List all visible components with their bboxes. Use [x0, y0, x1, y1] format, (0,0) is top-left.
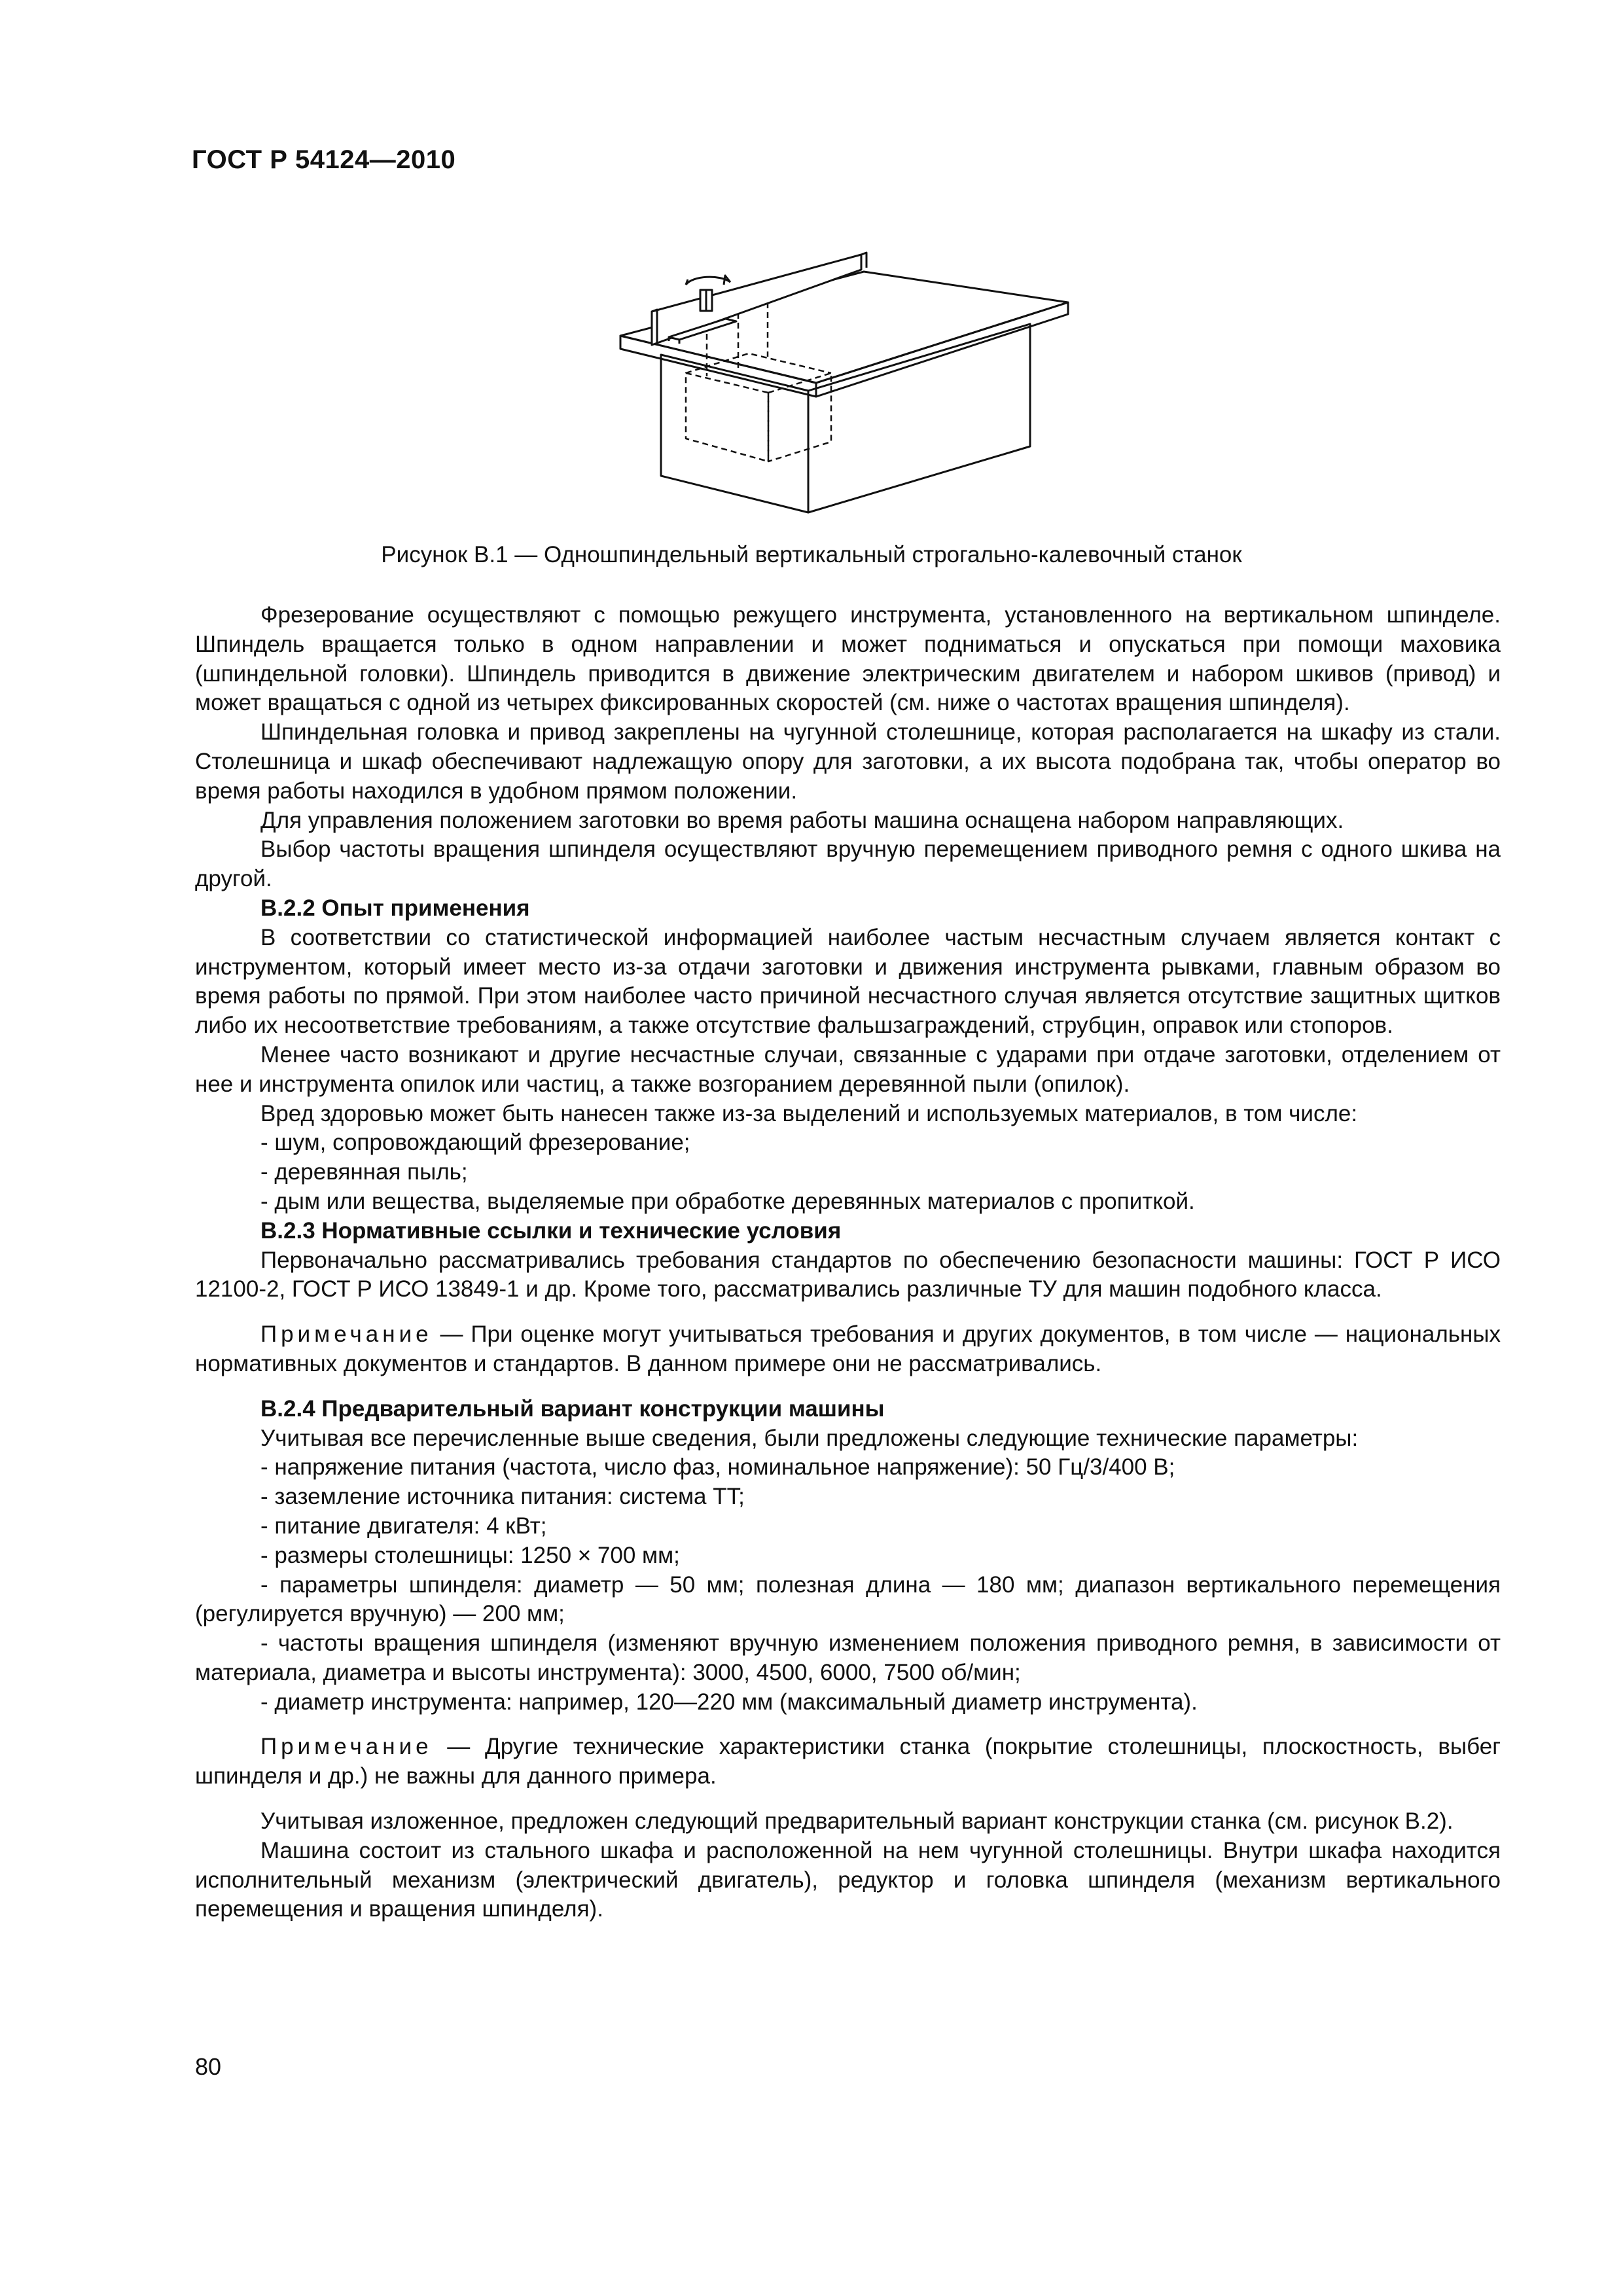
paragraph: Первоначально рассматривались требования стандартов по обеспечению безопасности машины: ГОСТ Р ИСО 12100-2, ГОСТ Р ИСО 13849-1 и др. Кроме того, рассматривались различные ТУ для машин подобного класса. [195, 1247, 1501, 1302]
list-item: - частоты вращения шпинделя (изменяют вручную изменением положения приводного ремня, в зависимости от материала, диаметра и высоты инструмента): 3000, 4500, 6000, 7500 об/мин; [195, 1630, 1501, 1685]
paragraph: Учитывая изложенное, предложен следующий предварительный вариант конструкции станка (см. рисунок В.2). [260, 1808, 1454, 1835]
paragraph: Шпиндельная головка и привод закреплены на чугунной столешнице, которая располагается на шкафу из стали. Столешница и шкаф обеспечивают надлежащую опору для заготовки, а их высота подобрана так, чтобы оператор во время работы находился в удобном прямом положении. [195, 719, 1501, 804]
section-heading: В.2.2 Опыт применения [260, 895, 530, 921]
paragraph: Вред здоровью может быть нанесен также из-за выделений и используемых материалов, в том числе: [260, 1100, 1358, 1126]
page-number: 80 [195, 2053, 222, 2080]
paragraph: Учитывая все перечисленные выше сведения, были предложены следующие технические параметры: [260, 1425, 1359, 1451]
list-item: - шум, сопровождающий фрезерование; [260, 1130, 690, 1156]
fence [652, 255, 861, 345]
paragraph: В соответствии со статистической информацией наиболее частым несчастным случаем является контакт с инструментом, который имеет место из-за отдачи заготовки и движения инструмента рывками, главным образом во время работы по прямой. При этом наиболее часто причиной несчастного случая является отсутствие защитных щитков либо их несоответствие требованиям, а также отсутствие фальшзаграждений, струбцин, оправок или стопоров. [195, 924, 1501, 1039]
cabinet-side [808, 324, 1030, 512]
machine-figure [609, 239, 1080, 520]
list-item: - дым или вещества, выделяемые при обработке деревянных материалов с пропиткой. [260, 1188, 1195, 1214]
paragraph: Для управления положением заготовки во время работы машина оснащена набором направляющих. [260, 807, 1344, 833]
spindle-moulder-drawing [609, 239, 1080, 520]
list-item: - питание двигателя: 4 кВт; [260, 1513, 547, 1539]
note-text: — При оценке могут учитываться требования и других документов, в том числе — национальных нормативных документов и стандартов. В данном примере они не рассматривались. [195, 1321, 1501, 1376]
figure-caption: Рисунок В.1 — Одношпиндельный вертикальный строгально-калевочный станок [381, 542, 1242, 567]
list-item: - размеры столешницы: 1250 × 700 мм; [260, 1542, 680, 1568]
list-item: - заземление источника питания: система TT; [260, 1484, 745, 1510]
paragraph: Выбор частоты вращения шпинделя осуществляют вручную перемещением приводного ремня с одного шкива на другой. [195, 836, 1501, 892]
section-heading: В.2.4 Предварительный вариант конструкции машины [260, 1395, 885, 1422]
paragraph: Машина состоит из стального шкафа и расположенной на нем чугунной столешницы. Внутри шкафа находится исполнительный механизм (электрический двигатель), редуктор и головка шпинделя (механизм вертикального перемещения и вращения шпинделя). [195, 1837, 1501, 1922]
cabinet-front [661, 355, 808, 512]
section-heading: В.2.3 Нормативные ссылки и технические условия [260, 1217, 842, 1244]
table-front-edge [620, 336, 816, 397]
note-label: Примечание [260, 1734, 433, 1760]
note-text: — Другие технические характеристики станка (покрытие столешницы, плоскостность, выбег шпинделя и др.) не важны для данного примера. [195, 1734, 1501, 1789]
note [195, 1732, 1501, 1791]
list-item: - напряжение питания (частота, число фаз, номинальное напряжение): 50 Гц/3/400 В; [260, 1454, 1175, 1480]
paragraph: Менее часто возникают и другие несчастные случаи, связанные с ударами при отдаче заготовки, отделением от нее и инструмента опилок или частиц, а также возгоранием деревянной пыли (опилок). [195, 1041, 1501, 1097]
document-header: ГОСТ Р 54124—2010 [192, 145, 456, 174]
note-label: Примечание [260, 1321, 433, 1348]
list-item: - параметры шпинделя: диаметр — 50 мм; полезная длина — 180 мм; диапазон вертикального перемещения (регулируется вручную) — 200 мм; [195, 1571, 1501, 1627]
note [195, 1320, 1501, 1379]
paragraph: Фрезерование осуществляют с помощью режущего инструмента, установленного на вертикальном шпинделе. Шпиндель вращается только в одном направлении и может подниматься и опускаться при помощи маховика (шпиндельной головки). Шпиндель приводится в движение электрическим двигателем и набором шкивов (привод) и может вращаться с одной из четырех фиксированных скоростей (см. ниже о частотах вращения шпинделя). [195, 602, 1501, 716]
list-item: - диаметр инструмента: например, 120—220 мм (максимальный диаметр инструмента). [260, 1689, 1198, 1715]
list-item: - деревянная пыль; [260, 1159, 468, 1185]
document-body [195, 601, 1501, 1924]
hidden-box-front [686, 373, 768, 461]
